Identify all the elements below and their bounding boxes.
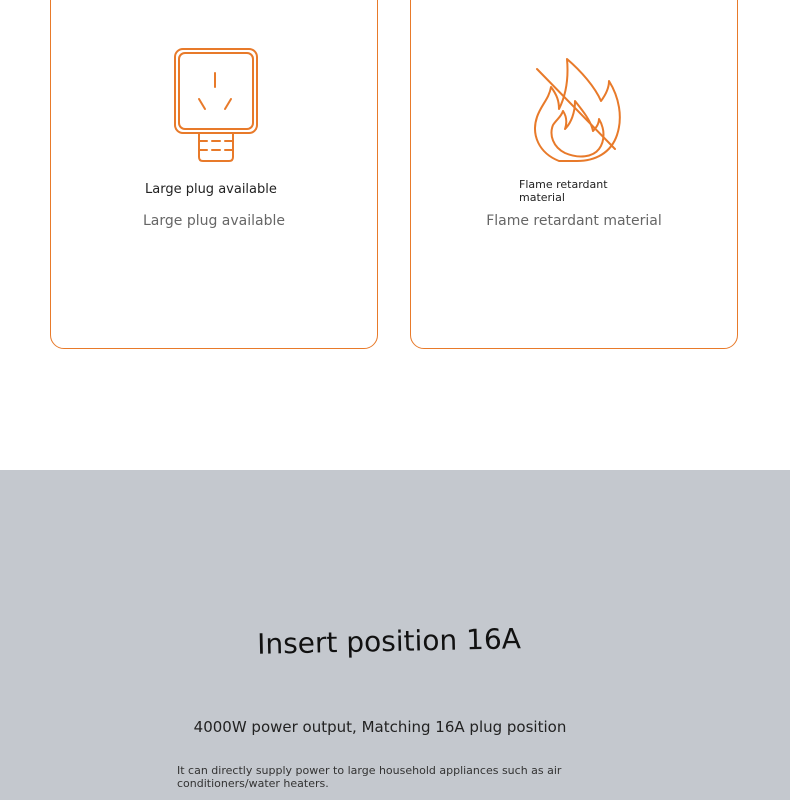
section-description: It can directly supply power to large household appliances such as air conditioners/water heaters. [177,764,562,790]
section-subtitle: 4000W power output, Matching 16A plug position [193,718,567,736]
feature-card-flame-retardant [410,0,738,349]
socket-icon [173,47,261,163]
insert-position-section [0,470,790,800]
card-label: Large plug available [145,182,277,197]
feature-card-large-plug [50,0,378,349]
card-label: Flame retardant material [519,178,608,204]
card-caption: Large plug available [142,213,286,229]
card-caption: Flame retardant material [486,213,662,229]
section-title: Insert position 16A [256,622,522,661]
flame-retardant-icon [529,57,623,163]
